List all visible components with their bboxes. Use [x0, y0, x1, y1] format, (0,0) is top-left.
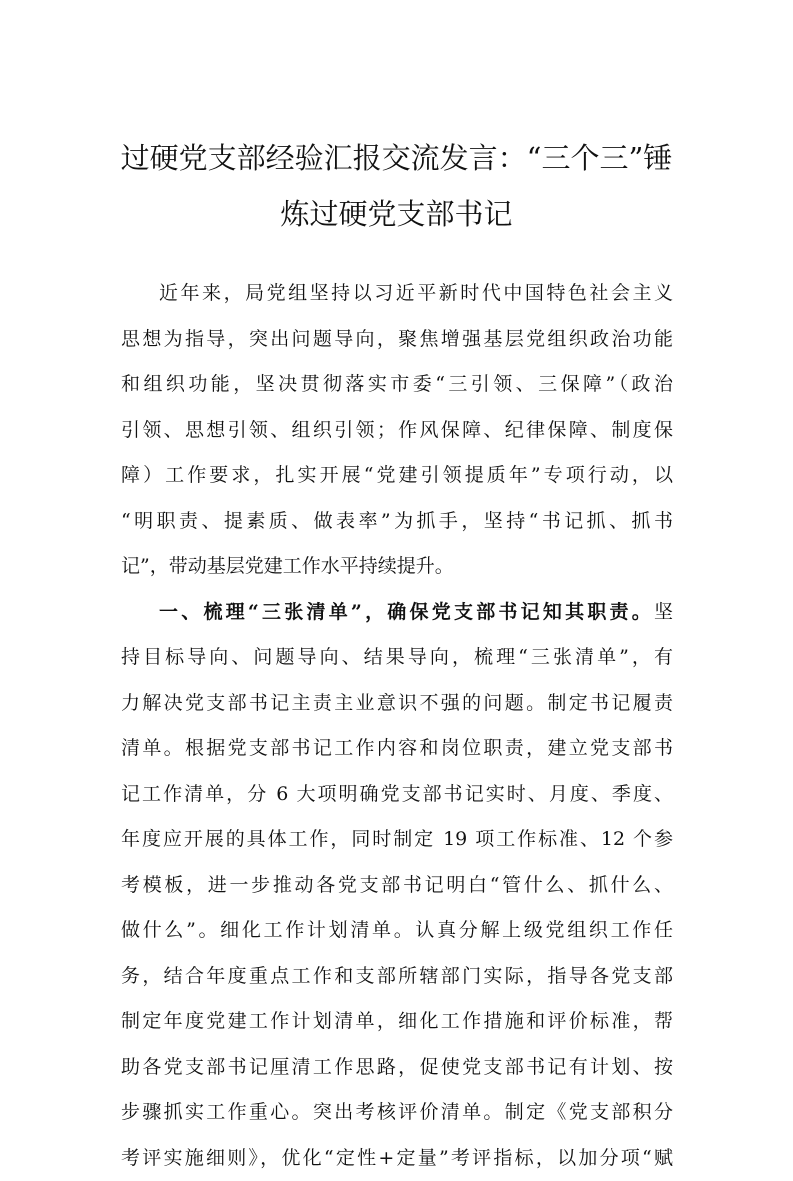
paragraph-line: 障）工作要求，扎实开展“党建引领提质年”专项行动，以	[121, 453, 673, 499]
paragraph-line: 考模板，进一步推动各党支部书记明白“管什么、抓什么、	[121, 863, 673, 909]
paragraph-line: 考评实施细则》，优化“定性+定量”考评指标，以加分项“赋	[121, 1136, 673, 1181]
paragraph-line: 和组织功能，坚决贯彻落实市委“三引领、三保障”（政治	[121, 362, 673, 408]
paragraph-text: 坚	[654, 601, 673, 623]
section-heading-line	[121, 590, 673, 636]
section-heading: 一、梳理“三张清单”，确保党支部书记知其职责。	[159, 601, 654, 623]
paragraph-line: 清单。根据党支部书记工作内容和岗位职责，建立党支部书	[121, 726, 673, 772]
paragraph-line: 制定年度党建工作计划清单，细化工作措施和评价标准，帮	[121, 999, 673, 1045]
paragraph-line: 思想为指导，突出问题导向，聚焦增强基层党组织政治功能	[121, 317, 673, 363]
paragraph-line: 记工作清单，分 6 大项明确党支部书记实时、月度、季度、	[121, 772, 673, 818]
paragraph-line: 持目标导向、问题导向、结果导向，梳理“三张清单”，有	[121, 635, 673, 681]
paragraph-line: 年度应开展的具体工作，同时制定 19 项工作标准、12 个参	[121, 817, 673, 863]
paragraph-line: 做什么”。细化工作计划清单。认真分解上级党组织工作任	[121, 908, 673, 954]
document-title-line-2: 炼过硬党支部书记	[100, 194, 693, 234]
paragraph-line: 记”，带动基层党建工作水平持续提升。	[121, 544, 673, 590]
paragraph-line: 助各党支部书记厘清工作思路，促使党支部书记有计划、按	[121, 1045, 673, 1091]
paragraph-line: 步骤抓实工作重心。突出考核评价清单。制定《党支部积分	[121, 1090, 673, 1136]
document-title-line-1: 过硬党支部经验汇报交流发言：“三个三”锤	[100, 138, 693, 178]
document-body	[121, 271, 673, 1181]
paragraph-line: 力解决党支部书记主责主业意识不强的问题。制定书记履责	[121, 681, 673, 727]
paragraph-line: “明职责、提素质、做表率”为抓手，坚持“书记抓、抓书	[121, 499, 673, 545]
paragraph-line: 引领、思想引领、组织引领；作风保障、纪律保障、制度保	[121, 408, 673, 454]
paragraph-line: 近年来，局党组坚持以习近平新时代中国特色社会主义	[121, 271, 673, 317]
paragraph-line: 务，结合年度重点工作和支部所辖部门实际，指导各党支部	[121, 954, 673, 1000]
